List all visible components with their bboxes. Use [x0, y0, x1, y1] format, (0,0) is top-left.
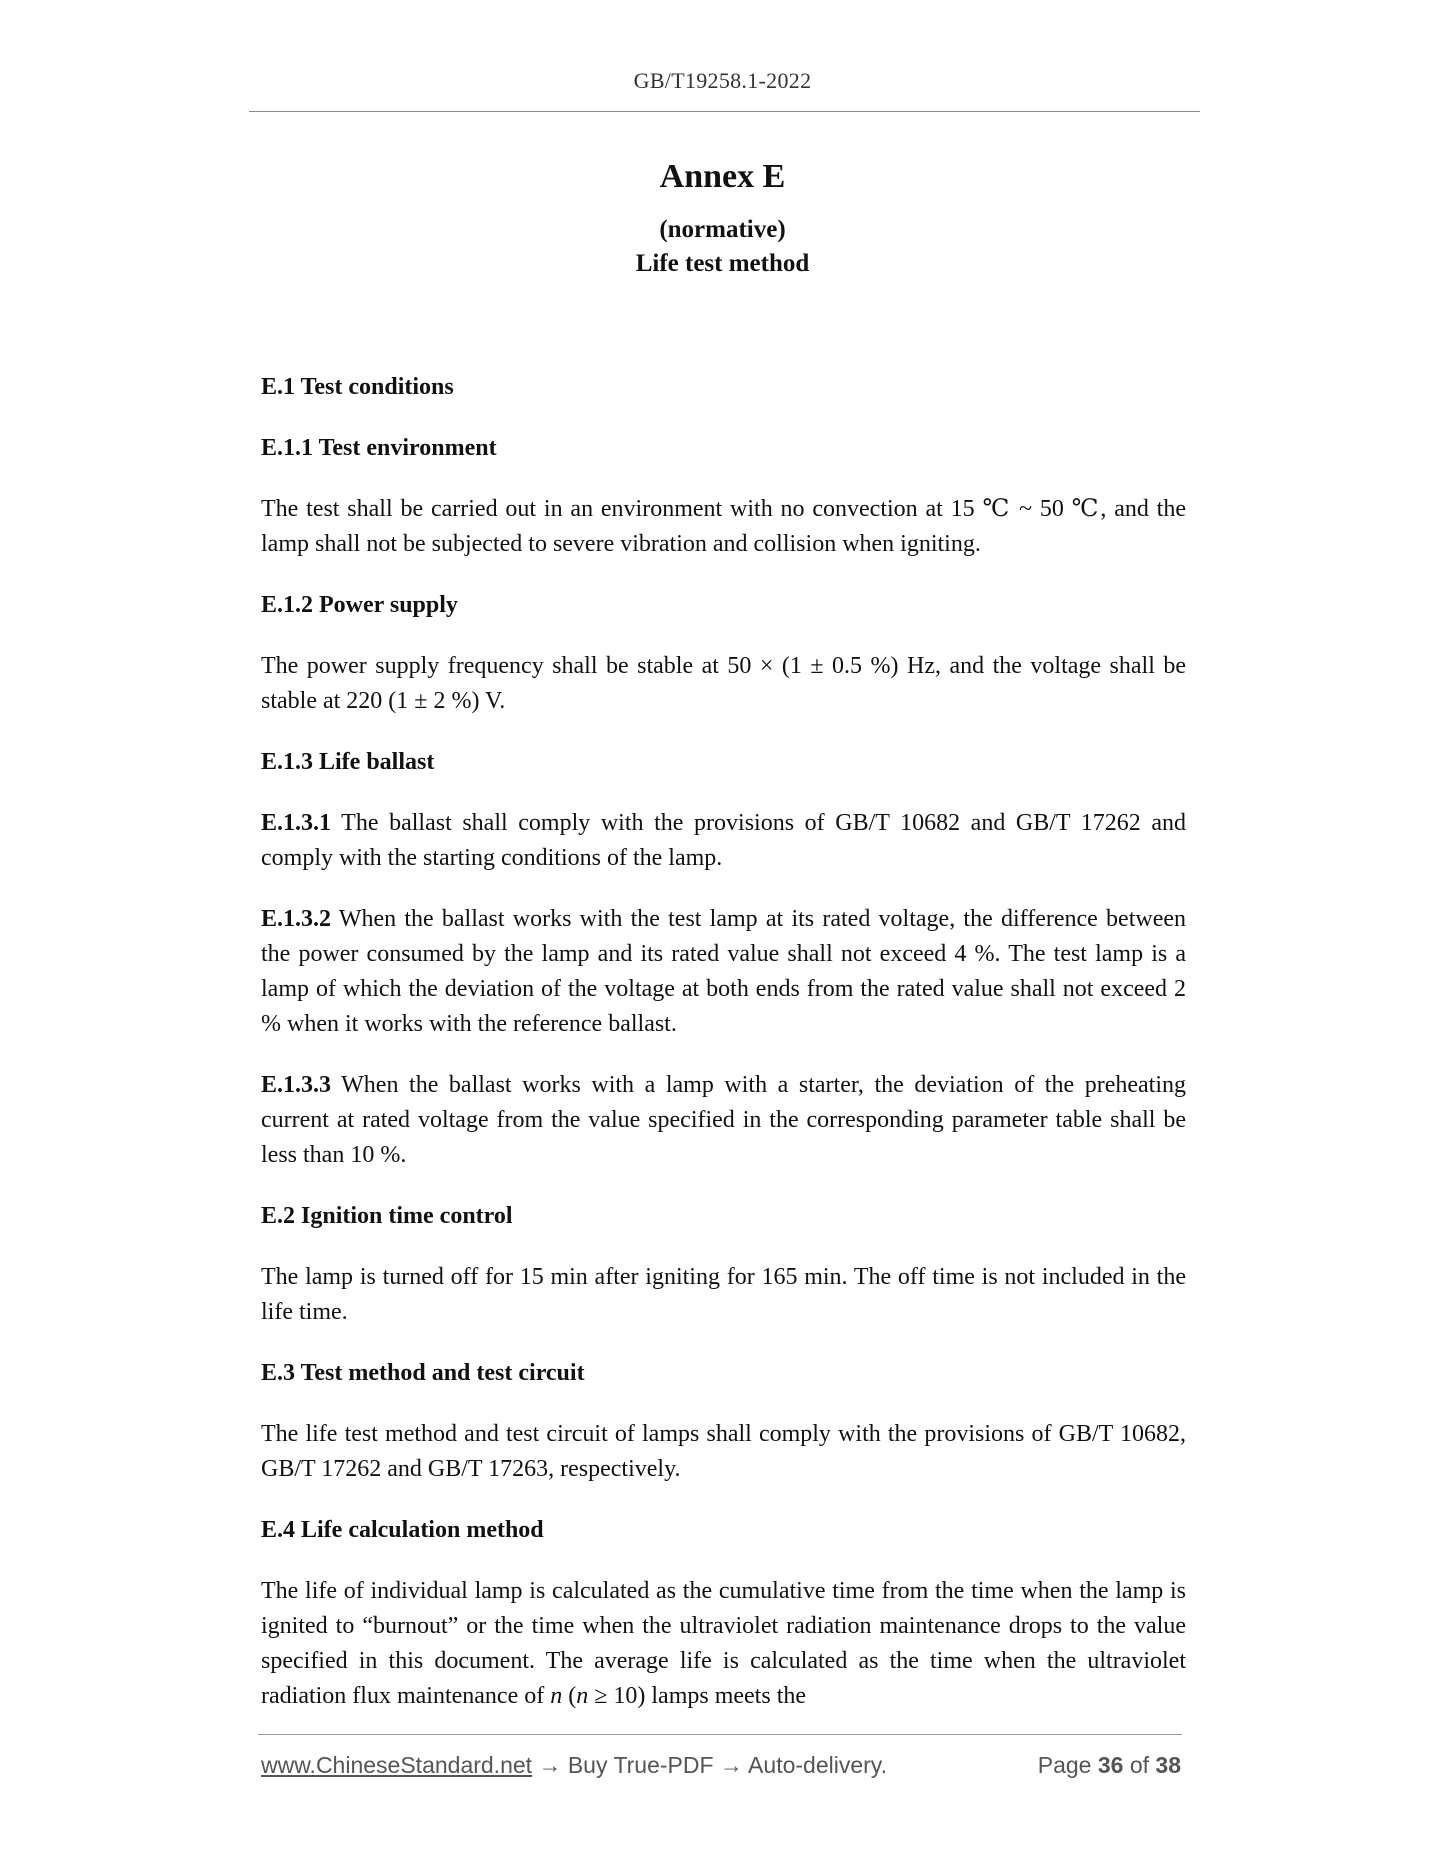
section-heading-e2: E.2 Ignition time control [261, 1203, 513, 1229]
clause-text: The ballast shall comply with the provisions of GB/T 10682 and GB/T 17262 and comply with the starting conditions of the lamp. [261, 810, 1186, 871]
paragraph-e12: The power supply frequency shall be stable at 50 × (1 ± 0.5 %) Hz, and the voltage shall be stable at 220 (1 ± 2 %) V. [261, 653, 1186, 714]
section-heading-e1: E.1 Test conditions [261, 374, 454, 400]
paragraph-text: The life of individual lamp is calculated as the cumulative time from the time when the lamp is ignited to “burnout” or the time when the ultraviolet radiation maintenance drops to the value specified in this document. The average life is calculated as the time when the ultraviolet radiation flux maintenance of [261, 1578, 1186, 1709]
italic-variable: n [576, 1683, 589, 1709]
paragraph-text: ≥ 10) lamps meets the [588, 1683, 807, 1709]
document-code: GB/T19258.1-2022 [633, 68, 812, 93]
section-heading-e13: E.1.3 Life ballast [261, 749, 435, 775]
of-label: of [1123, 1752, 1156, 1778]
clause-number: E.1.3.1 [261, 810, 332, 836]
paragraph-text: ( [562, 1683, 577, 1709]
paragraph-e4 [261, 1574, 1186, 1714]
section-heading-e11: E.1.1 Test environment [261, 435, 497, 461]
annex-name: Life test method [635, 250, 810, 277]
paragraph-e2: The lamp is turned off for 15 min after igniting for 165 min. The off time is not included in the life time. [261, 1264, 1186, 1325]
section-heading-e12: E.1.2 Power supply [261, 592, 458, 618]
clause-text: When the ballast works with the test lamp at its rated voltage, the difference between the power consumed by the lamp and its rated value shall not exceed 4 %. The test lamp is a lamp of which the deviation of the voltage at both ends from the rated value shall not exceed 2 % when it works with the reference ballast. [261, 906, 1186, 1037]
italic-variable: n [550, 1683, 563, 1709]
footer-divider [258, 1734, 1182, 1735]
footer-tagline: → Buy True-PDF → Auto-delivery. [532, 1752, 887, 1778]
annex-type: (normative) [659, 216, 786, 243]
site-link[interactable]: www.ChineseStandard.net [261, 1752, 533, 1778]
section-heading-e3: E.3 Test method and test circuit [261, 1360, 585, 1386]
clause-number: E.1.3.3 [261, 1072, 332, 1098]
paragraph-e3: The life test method and test circuit of lamps shall comply with the provisions of GB/T 10682, GB/T 17262 and GB/T 17263, respectively. [261, 1421, 1186, 1482]
header-divider [249, 111, 1200, 112]
page-footer [261, 1752, 1181, 1779]
paragraph-e133 [261, 1068, 1186, 1173]
clause-number: E.1.3.2 [261, 906, 332, 932]
section-heading-e4: E.4 Life calculation method [261, 1517, 544, 1543]
document-body [261, 370, 1186, 1740]
paragraph-e11: The test shall be carried out in an environment with no convection at 15 ℃ ~ 50 ℃, and the lamp shall not be subjected to severe vibration and collision when igniting. [261, 496, 1186, 557]
paragraph-e132 [261, 902, 1186, 1042]
page-label: Page [1037, 1752, 1098, 1778]
annex-title: Annex E [659, 158, 786, 195]
page-total: 38 [1155, 1752, 1181, 1778]
paragraph-e131 [261, 806, 1186, 876]
page-indicator [1038, 1752, 1181, 1779]
clause-text: When the ballast works with a lamp with a starter, the deviation of the preheating current at rated voltage from the value specified in the corresponding parameter table shall be less than 10 %. [261, 1072, 1186, 1168]
page-number: 36 [1097, 1752, 1124, 1778]
